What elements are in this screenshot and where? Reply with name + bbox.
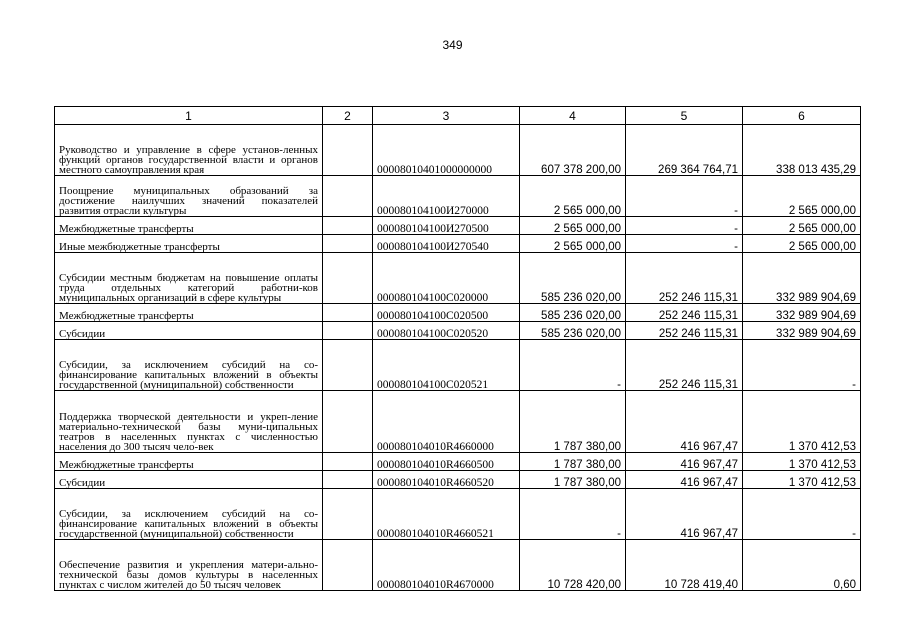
row-name: Субсидии — [55, 322, 323, 340]
row-value-6: - — [743, 489, 861, 540]
row-code: 000080104100C020520 — [373, 322, 520, 340]
row-col2 — [323, 391, 373, 453]
column-header: 5 — [626, 107, 743, 125]
row-value-6: 332 989 904,69 — [743, 253, 861, 304]
row-col2 — [323, 471, 373, 489]
table-row — [55, 322, 861, 340]
table-row — [55, 471, 861, 489]
budget-table — [54, 106, 861, 591]
row-name: Субсидии, за исключением субсидий на со-финансирование капитальных вложений в объекты государственной (муниципальной) собственности — [55, 340, 323, 391]
row-col2 — [323, 235, 373, 253]
row-value-5: 252 246 115,31 — [626, 322, 743, 340]
row-col2 — [323, 304, 373, 322]
row-value-6: 338 013 435,29 — [743, 125, 861, 176]
row-value-4: 1 787 380,00 — [520, 453, 626, 471]
row-name: Поддержка творческой деятельности и укреп-ление материально-технической базы муни-ципальных театров в населенных пунктах с численностью населения до 300 тысяч чело-век — [55, 391, 323, 453]
row-value-5: 416 967,47 — [626, 471, 743, 489]
row-name: Поощрение муниципальных образований за достижение наилучших значений показателей развития отрасли культуры — [55, 176, 323, 217]
table-row — [55, 540, 861, 591]
row-value-4: 2 565 000,00 — [520, 217, 626, 235]
row-value-5: - — [626, 217, 743, 235]
row-code: 000080104010R4670000 — [373, 540, 520, 591]
table-row — [55, 235, 861, 253]
table-row — [55, 340, 861, 391]
row-value-4: 10 728 420,00 — [520, 540, 626, 591]
row-value-6: 1 370 412,53 — [743, 391, 861, 453]
row-value-4: 607 378 200,00 — [520, 125, 626, 176]
page-number: 349 — [442, 38, 463, 52]
row-col2 — [323, 176, 373, 217]
row-name: Иные межбюджетные трансферты — [55, 235, 323, 253]
row-value-6: 1 370 412,53 — [743, 471, 861, 489]
row-col2 — [323, 540, 373, 591]
row-value-5: 416 967,47 — [626, 391, 743, 453]
column-header: 1 — [55, 107, 323, 125]
row-name: Межбюджетные трансферты — [55, 453, 323, 471]
row-code: 000080104010R4660520 — [373, 471, 520, 489]
row-col2 — [323, 217, 373, 235]
row-code: 000080104100И270000 — [373, 176, 520, 217]
table-row — [55, 253, 861, 304]
row-value-6: 2 565 000,00 — [743, 176, 861, 217]
row-code: 000080104100C020500 — [373, 304, 520, 322]
column-header: 2 — [323, 107, 373, 125]
row-value-4: 585 236 020,00 — [520, 304, 626, 322]
row-col2 — [323, 253, 373, 304]
row-value-4: 2 565 000,00 — [520, 235, 626, 253]
row-value-6: 332 989 904,69 — [743, 322, 861, 340]
column-header: 3 — [373, 107, 520, 125]
row-value-6: 0,60 — [743, 540, 861, 591]
row-value-5: 252 246 115,31 — [626, 340, 743, 391]
row-value-5: 10 728 419,40 — [626, 540, 743, 591]
row-value-5: - — [626, 176, 743, 217]
row-name: Субсидии — [55, 471, 323, 489]
table-row — [55, 453, 861, 471]
row-name: Субсидии, за исключением субсидий на со-финансирование капитальных вложений в объекты государственной (муниципальной) собственности — [55, 489, 323, 540]
row-value-4: 585 236 020,00 — [520, 322, 626, 340]
row-value-5: - — [626, 235, 743, 253]
row-value-6: - — [743, 340, 861, 391]
table-row — [55, 391, 861, 453]
row-code: 000080104100И270540 — [373, 235, 520, 253]
row-col2 — [323, 340, 373, 391]
table-row — [55, 304, 861, 322]
row-value-5: 269 364 764,71 — [626, 125, 743, 176]
row-value-4: - — [520, 340, 626, 391]
row-value-4: 1 787 380,00 — [520, 391, 626, 453]
row-code: 000080104100C020521 — [373, 340, 520, 391]
table-row — [55, 176, 861, 217]
row-col2 — [323, 453, 373, 471]
table-row — [55, 217, 861, 235]
row-name: Межбюджетные трансферты — [55, 304, 323, 322]
row-value-5: 252 246 115,31 — [626, 304, 743, 322]
row-value-5: 252 246 115,31 — [626, 253, 743, 304]
row-code: 000080104100И270500 — [373, 217, 520, 235]
column-header: 6 — [743, 107, 861, 125]
row-value-4: 2 565 000,00 — [520, 176, 626, 217]
row-code: 000080104010R4660500 — [373, 453, 520, 471]
table-row — [55, 125, 861, 176]
row-value-6: 1 370 412,53 — [743, 453, 861, 471]
row-name: Субсидии местным бюджетам на повышение оплаты труда отдельных категорий работни-ков муниципальных организаций в сфере культуры — [55, 253, 323, 304]
row-code: 00008010401000000000 — [373, 125, 520, 176]
row-value-5: 416 967,47 — [626, 489, 743, 540]
row-code: 000080104100C020000 — [373, 253, 520, 304]
row-value-4: 1 787 380,00 — [520, 471, 626, 489]
row-name: Руководство и управление в сфере установ-ленных функций органов государственной власти и органов местного самоуправления края — [55, 125, 323, 176]
row-code: 000080104010R4660521 — [373, 489, 520, 540]
row-value-5: 416 967,47 — [626, 453, 743, 471]
row-col2 — [323, 125, 373, 176]
table-header-row — [55, 107, 861, 125]
column-header: 4 — [520, 107, 626, 125]
row-value-6: 2 565 000,00 — [743, 235, 861, 253]
row-value-4: 585 236 020,00 — [520, 253, 626, 304]
table-row — [55, 489, 861, 540]
row-code: 000080104010R4660000 — [373, 391, 520, 453]
row-value-4: - — [520, 489, 626, 540]
row-value-6: 332 989 904,69 — [743, 304, 861, 322]
row-col2 — [323, 489, 373, 540]
row-value-6: 2 565 000,00 — [743, 217, 861, 235]
row-name: Обеспечение развития и укрепления матери-ально-технической базы домов культуры в населенных пунктах с числом жителей до 50 тысяч человек — [55, 540, 323, 591]
row-col2 — [323, 322, 373, 340]
row-name: Межбюджетные трансферты — [55, 217, 323, 235]
